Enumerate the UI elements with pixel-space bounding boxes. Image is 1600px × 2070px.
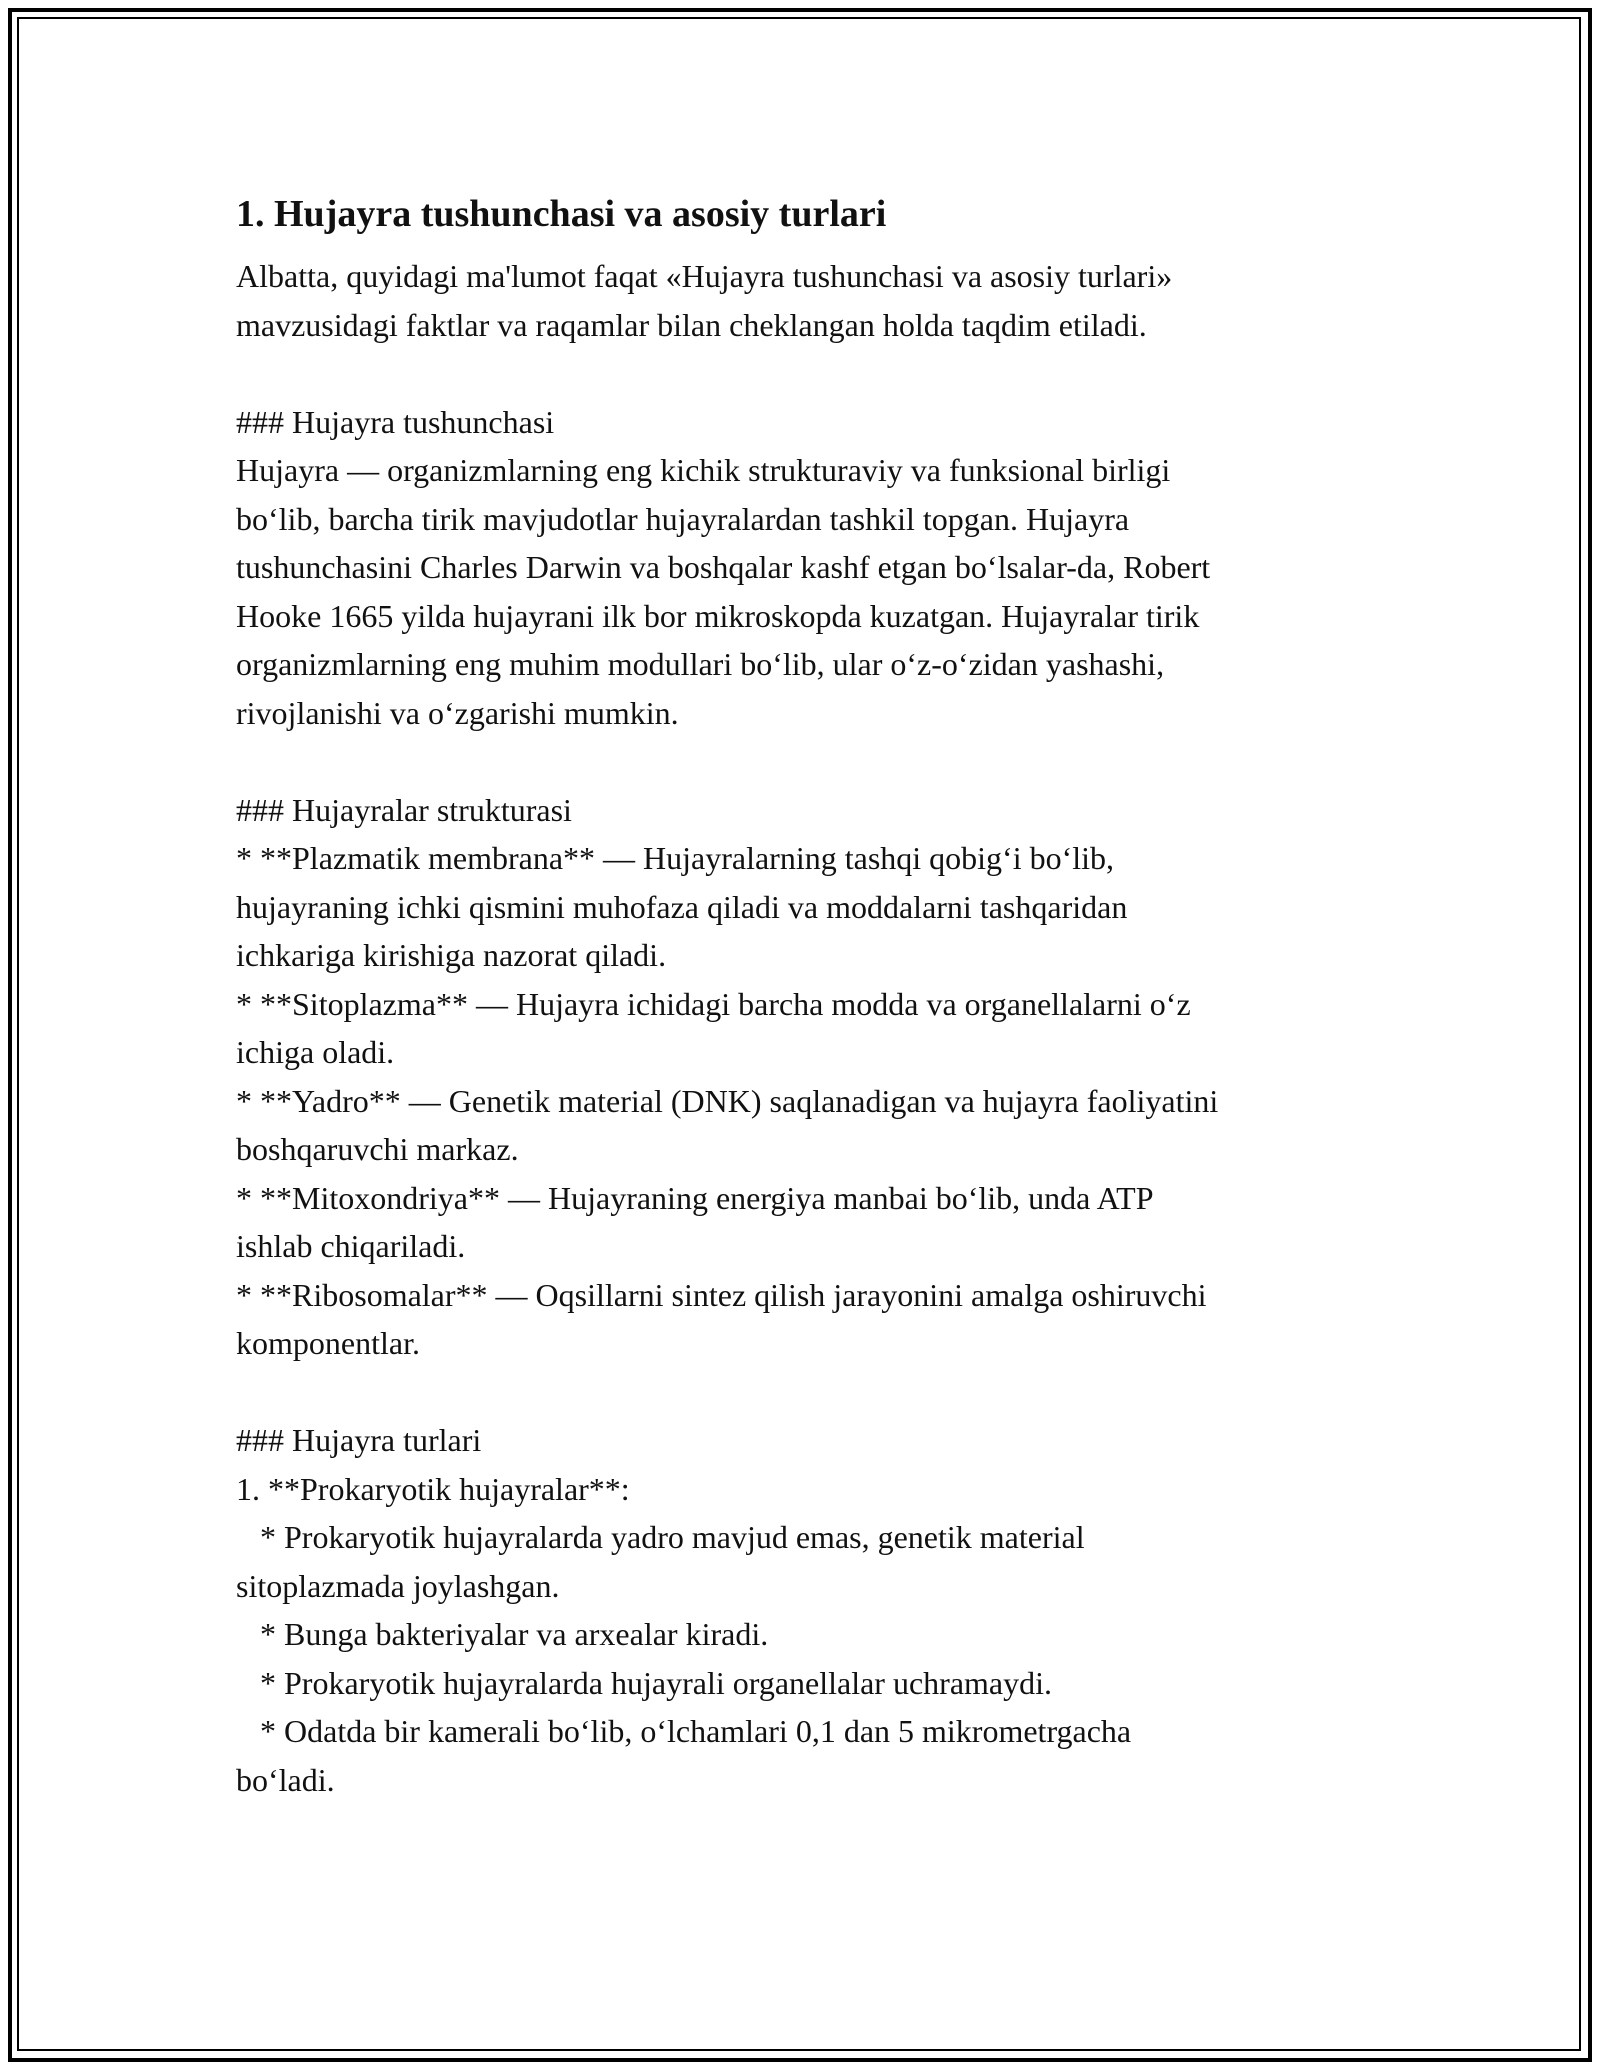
list-item: * Bunga bakteriyalar va arxealar kiradi. (236, 1616, 769, 1652)
list-item: * Prokaryotik hujayralarda yadro mavjud emas, genetik material (236, 1519, 1085, 1555)
text-line: bo‘ladi. (236, 1761, 335, 1798)
blank-line (236, 1368, 1386, 1417)
text-line: sitoplazmada joylashgan. (236, 1567, 560, 1604)
text-line: Hooke 1665 yilda hujayrani ilk bor mikroskopda kuzatgan. Hujayralar tirik (236, 597, 1200, 634)
section-heading: ### Hujayralar strukturasi (236, 791, 572, 828)
text-line: Hujayra — organizmlarning eng kichik strukturaviy va funksional birligi (236, 452, 1171, 488)
blank-line (236, 737, 1386, 786)
section-heading: ### Hujayra tushunchasi (236, 403, 555, 440)
section-heading: ### Hujayra turlari (236, 1422, 482, 1458)
document-body (236, 186, 1386, 1804)
text-line: rivojlanishi va o‘zgarishi mumkin. (236, 694, 679, 731)
text-line: ishlab chiqariladi. (236, 1228, 466, 1264)
list-item: * **Plazmatik membrana** — Hujayralarning tashqi qobig‘i bo‘lib, (236, 840, 1115, 876)
document-text (236, 252, 1386, 1804)
list-item: * **Yadro** — Genetik material (DNK) saqlanadigan va hujayra faoliyatini (236, 1082, 1219, 1119)
list-item: * **Ribosomalar** — Oqsillarni sintez qilish jarayonini amalga oshiruvchi (236, 1276, 1207, 1313)
text-line: hujayraning ichki qismini muhofaza qiladi va moddalarni tashqaridan (236, 888, 1128, 925)
list-item: * **Mitoxondriya** — Hujayraning energiya manbai bo‘lib, unda ATP (236, 1179, 1154, 1216)
blank-line (236, 349, 1386, 398)
text-line: tushunchasini Charles Darwin va boshqalar kashf etgan bo‘lsalar-da, Robert (236, 549, 1211, 585)
list-item: * **Sitoplazma** — Hujayra ichidagi barcha modda va organellalarni o‘z (236, 985, 1191, 1022)
text-line: boshqaruvchi markaz. (236, 1131, 519, 1167)
text-line: Albatta, quyidagi ma'lumot faqat «Hujayra tushunchasi va asosiy turlari» (236, 258, 1173, 294)
list-item: 1. **Prokaryotik hujayralar**: (236, 1470, 630, 1507)
list-item: * Prokaryotik hujayralarda hujayrali organellalar uchramaydi. (236, 1664, 1052, 1701)
text-line: organizmlarning eng muhim modullari bo‘lib, ular o‘z-o‘zidan yashashi, (236, 646, 1165, 682)
text-line: mavzusidagi faktlar va raqamlar bilan cheklangan holda taqdim etiladi. (236, 306, 1147, 343)
text-line: komponentlar. (236, 1325, 420, 1361)
text-line: ichiga oladi. (236, 1034, 395, 1070)
document-title: 1. Hujayra tushunchasi va asosiy turlari (236, 193, 887, 235)
list-item: * Odatda bir kamerali bo‘lib, o‘lchamlari 0,1 dan 5 mikrometrgacha (236, 1713, 1132, 1749)
text-line: ichkariga kirishiga nazorat qiladi. (236, 937, 667, 973)
text-line: bo‘lib, barcha tirik mavjudotlar hujayralardan tashkil topgan. Hujayra (236, 500, 1130, 537)
